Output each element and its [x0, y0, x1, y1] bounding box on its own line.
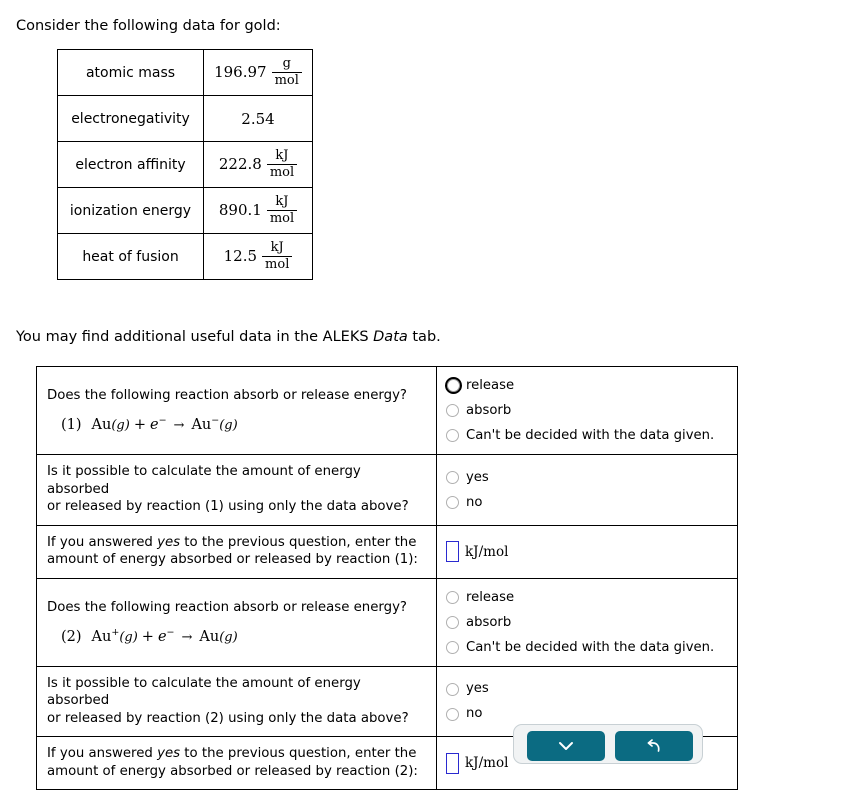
question-prompt-cell	[37, 525, 437, 578]
electron-symbol: e	[149, 417, 159, 434]
chemical-equation-1	[61, 415, 426, 434]
question-prompt-line1: Is it possible to calculate the amount of energy absorbed	[47, 464, 361, 497]
radio-option-absorb[interactable]	[446, 610, 729, 635]
question-row-2	[37, 455, 738, 526]
product-state: (g)	[219, 629, 238, 645]
unit-fraction	[267, 195, 297, 225]
numeric-answer-group	[446, 537, 729, 567]
radio-button-icon[interactable]	[446, 708, 459, 721]
electron-charge: −	[166, 626, 175, 638]
radio-label: release	[466, 377, 515, 393]
question-prompt-cell	[37, 737, 437, 790]
question-answer-cell	[437, 578, 738, 666]
question-prompt-line2: amount of energy absorbed or released by reaction (2):	[47, 763, 418, 779]
table-row	[58, 96, 313, 142]
value-number: 222.8	[218, 155, 262, 173]
table-row	[58, 142, 313, 188]
chemical-equation-2	[61, 626, 426, 645]
radio-option-absorb[interactable]	[446, 398, 729, 423]
table-row	[58, 50, 313, 96]
reactant-species: Au	[91, 628, 112, 645]
question-row-4	[37, 578, 738, 666]
property-label: electronegativity	[58, 96, 204, 142]
unit-label: kJ/mol	[465, 755, 509, 772]
radio-option-yes[interactable]	[446, 677, 729, 702]
note-text-after: tab.	[407, 329, 441, 345]
question-prompt-cell	[37, 666, 437, 737]
radio-option-undecidable[interactable]	[446, 635, 729, 660]
radio-label: yes	[466, 681, 489, 697]
equation-number: (2)	[61, 628, 82, 645]
radio-button-icon[interactable]	[446, 404, 459, 417]
unit-denominator: mol	[262, 256, 292, 272]
radio-option-release[interactable]	[446, 585, 729, 610]
radio-label: no	[466, 494, 483, 510]
radio-option-no[interactable]	[446, 702, 729, 727]
gold-data-table	[57, 49, 313, 280]
radio-button-icon[interactable]	[446, 429, 459, 442]
undo-button[interactable]	[615, 731, 693, 761]
reactant-species: Au	[91, 417, 112, 434]
bottom-toolbar	[513, 724, 703, 764]
electron-charge: −	[158, 415, 167, 427]
unit-fraction	[272, 57, 302, 87]
radio-option-release[interactable]	[446, 373, 729, 398]
radio-option-no[interactable]	[446, 490, 729, 515]
product-charge: −	[211, 415, 220, 427]
question-prompt-line2: or released by reaction (1) using only the data above?	[47, 499, 409, 515]
value-number: 196.97	[214, 63, 267, 81]
radio-label: absorb	[466, 402, 512, 418]
radio-label: no	[466, 706, 483, 722]
radio-button-icon[interactable]	[446, 616, 459, 629]
question-prompt: Does the following reaction absorb or release energy?	[47, 388, 407, 404]
radio-button-icon[interactable]	[446, 591, 459, 604]
question-answer-cell	[437, 367, 738, 455]
value-number: 12.5	[223, 247, 258, 265]
aleks-data-tab-note	[16, 329, 441, 346]
property-value	[204, 188, 313, 234]
unit-numerator: g	[282, 56, 291, 72]
question-prompt-line2: or released by reaction (2) using only the data above?	[47, 710, 409, 726]
intro-text: Consider the following data for gold:	[16, 18, 281, 34]
radio-label: release	[466, 589, 515, 605]
question-prompt-line1	[47, 534, 426, 552]
question-answer-cell	[437, 525, 738, 578]
reaction-arrow-icon: →	[173, 418, 185, 434]
radio-button-icon[interactable]	[446, 683, 459, 696]
radio-option-undecidable[interactable]	[446, 423, 729, 448]
unit-numerator: kJ	[275, 148, 289, 164]
radio-button-icon[interactable]	[446, 641, 459, 654]
radio-label: Can't be decided with the data given.	[466, 639, 715, 655]
question-row-1	[37, 367, 738, 455]
prompt-after: to the previous question, enter the	[180, 746, 417, 762]
radio-label: yes	[466, 469, 489, 485]
radio-button-icon[interactable]	[447, 379, 460, 392]
chevron-down-button[interactable]	[527, 731, 605, 761]
radio-option-yes[interactable]	[446, 465, 729, 490]
property-value	[204, 50, 313, 96]
plus-sign: +	[133, 417, 146, 434]
question-prompt-line1	[47, 745, 426, 763]
prompt-italic: yes	[157, 746, 181, 762]
reactant-state: (g)	[119, 629, 138, 645]
product-species: Au	[191, 417, 212, 434]
note-text-before: You may find additional useful data in the ALEKS	[16, 329, 374, 345]
unit-denominator: mol	[272, 72, 302, 88]
property-label: electron affinity	[58, 142, 204, 188]
value-number: 2.54	[241, 109, 275, 128]
question-prompt-line1: Is it possible to calculate the amount of energy absorbed	[47, 675, 361, 709]
property-label: heat of fusion	[58, 234, 204, 280]
radio-button-icon[interactable]	[446, 496, 459, 509]
unit-denominator: mol	[267, 164, 297, 180]
question-prompt-cell	[37, 455, 437, 526]
reactant-state: (g)	[111, 418, 130, 434]
property-value	[204, 234, 313, 280]
electron-symbol: e	[157, 628, 167, 645]
property-label: atomic mass	[58, 50, 204, 96]
property-label: ionization energy	[58, 188, 204, 234]
radio-button-icon[interactable]	[446, 471, 459, 484]
reaction-arrow-icon: →	[181, 629, 193, 645]
question-answer-cell	[437, 455, 738, 526]
chevron-down-icon	[558, 741, 574, 752]
table-row	[58, 234, 313, 280]
prompt-after: to the previous question, enter the	[180, 534, 417, 550]
equation-number: (1)	[61, 417, 82, 434]
energy-input-1[interactable]	[446, 541, 459, 562]
question-row-3	[37, 525, 738, 578]
prompt-italic: yes	[157, 534, 181, 550]
unit-denominator: mol	[267, 210, 297, 226]
question-prompt-cell	[37, 367, 437, 455]
plus-sign: +	[141, 628, 154, 645]
radio-label: absorb	[466, 614, 512, 630]
unit-fraction	[267, 149, 297, 179]
unit-numerator: kJ	[275, 194, 289, 210]
value-number: 890.1	[218, 201, 262, 219]
question-prompt: Does the following reaction absorb or release energy?	[47, 600, 407, 616]
reactant-charge: +	[111, 626, 120, 638]
prompt-before: If you answered	[47, 746, 158, 762]
property-value	[204, 142, 313, 188]
product-state: (g)	[219, 418, 238, 434]
property-value	[204, 96, 313, 142]
radio-label: Can't be decided with the data given.	[466, 427, 715, 443]
table-row	[58, 188, 313, 234]
question-prompt-line2: amount of energy absorbed or released by reaction (1):	[47, 552, 418, 568]
product-species: Au	[199, 628, 220, 645]
intro-sentence	[16, 18, 281, 35]
unit-fraction	[262, 241, 292, 271]
note-text-italic: Data	[373, 329, 408, 345]
unit-numerator: kJ	[270, 240, 284, 256]
unit-label: kJ/mol	[465, 543, 509, 560]
energy-input-2[interactable]	[446, 753, 459, 774]
prompt-before: If you answered	[47, 534, 158, 550]
question-prompt-cell	[37, 578, 437, 666]
